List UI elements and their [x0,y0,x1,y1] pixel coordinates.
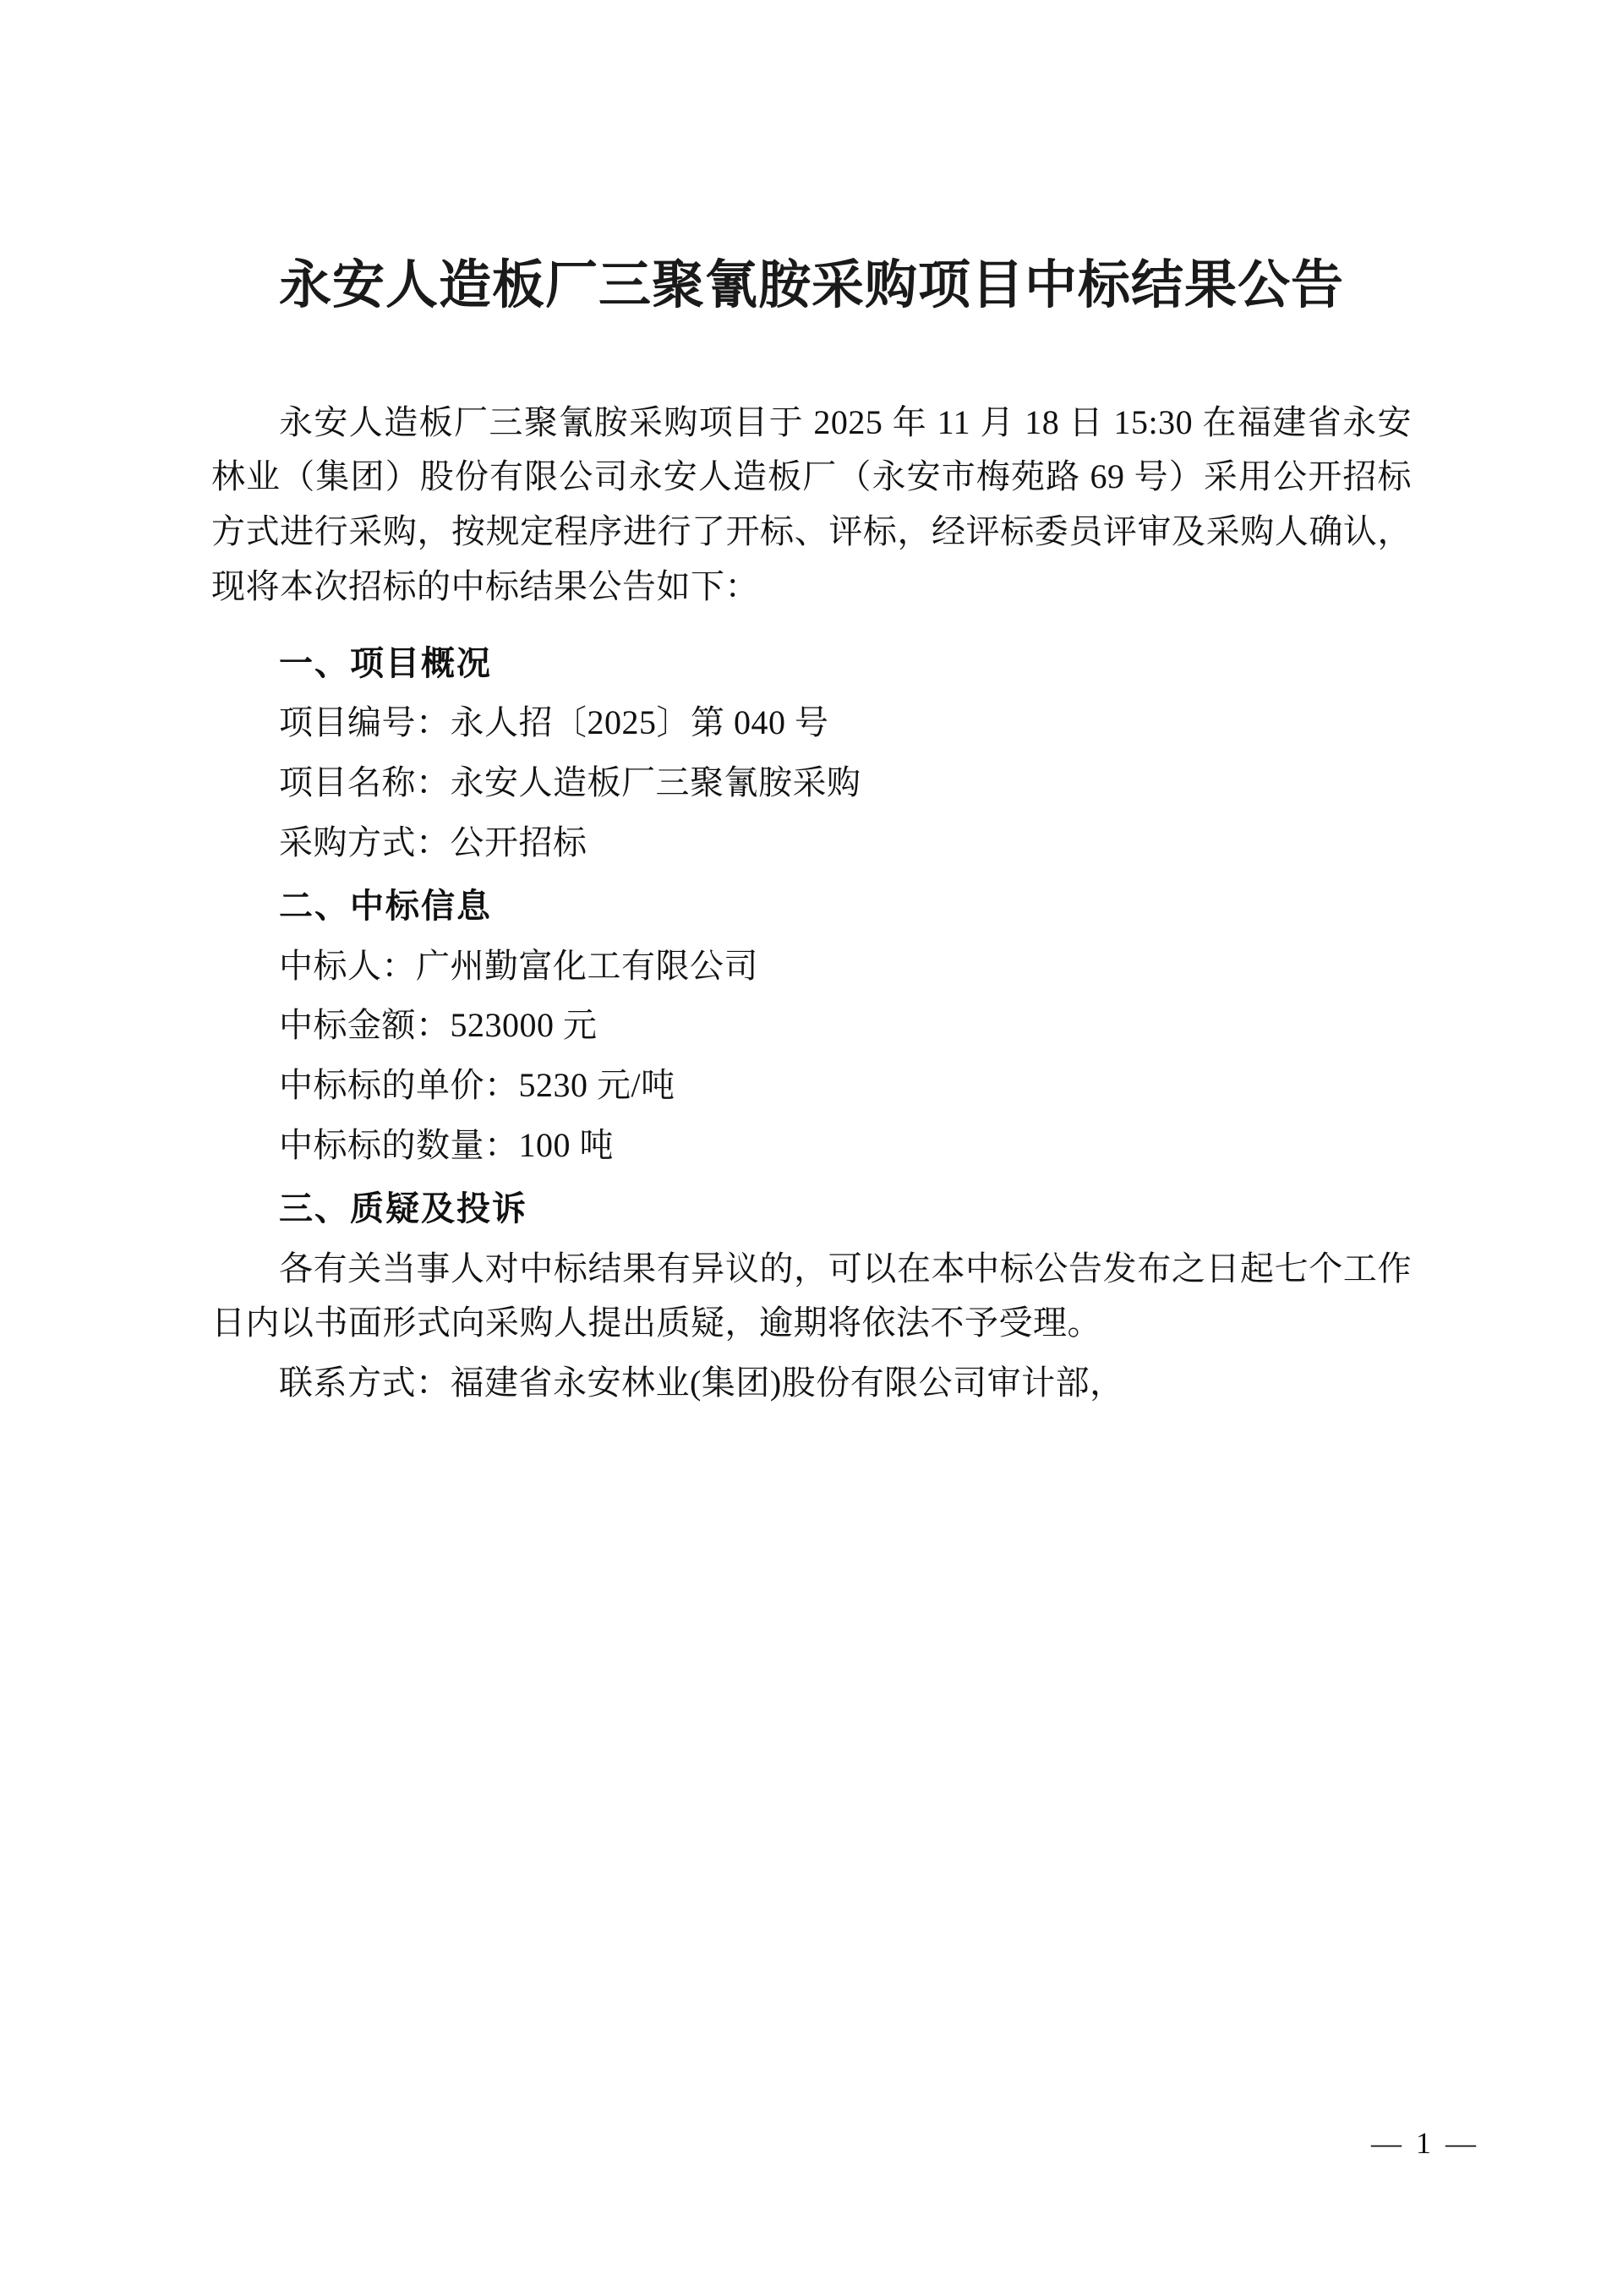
field-project-number: 项目编号：永人招〔2025〕第 040 号 [279,703,829,742]
field-project-name: 项目名称：永安人造板厂三聚氰胺采购 [279,763,861,802]
page-number: — 1 — [1371,2126,1479,2160]
section-heading-winning-bid-info: 二、中标信息 [279,886,492,925]
field-procurement-method: 采购方式：公开招标 [279,823,587,862]
field-winning-amount: 中标金额：523000 元 [279,1006,598,1045]
challenge-paragraph: 各有关当事人对中标结果有异议的，可以在本中标公告发布之日起七个工作日内以书面形式向采购人提出质疑，逾期将依法不予受理。 [211,1249,1412,1342]
contact-paragraph: 联系方式：福建省永安林业(集团)股份有限公司审计部， [279,1364,1124,1402]
section-heading-challenge-and-complaint: 三、质疑及投诉 [279,1189,527,1227]
field-unit-price: 中标标的单价：5230 元/吨 [279,1066,675,1105]
document-body [211,0,1412,1411]
intro-paragraph: 永安人造板厂三聚氰胺采购项目于 2025 年 11 月 18 日 15:30 在福建省永安林业（集团）股份有限公司永安人造板厂（永安市梅苑路 69 号）采用公开招标方式进行采购，按规定程序进行了开标、评标，经评标委员评审及采购人确认，现将本次招标的中标结果公告如下： [211,402,1412,605]
section-heading-project-overview: 一、项目概况 [279,643,492,682]
field-winning-bidder: 中标人：广州勤富化工有限公司 [279,946,758,985]
spacer [211,620,1412,628]
field-quantity: 中标标的数量：100 吨 [279,1126,614,1165]
page-title: 永安人造板厂三聚氰胺采购项目中标结果公告 [278,257,1344,314]
